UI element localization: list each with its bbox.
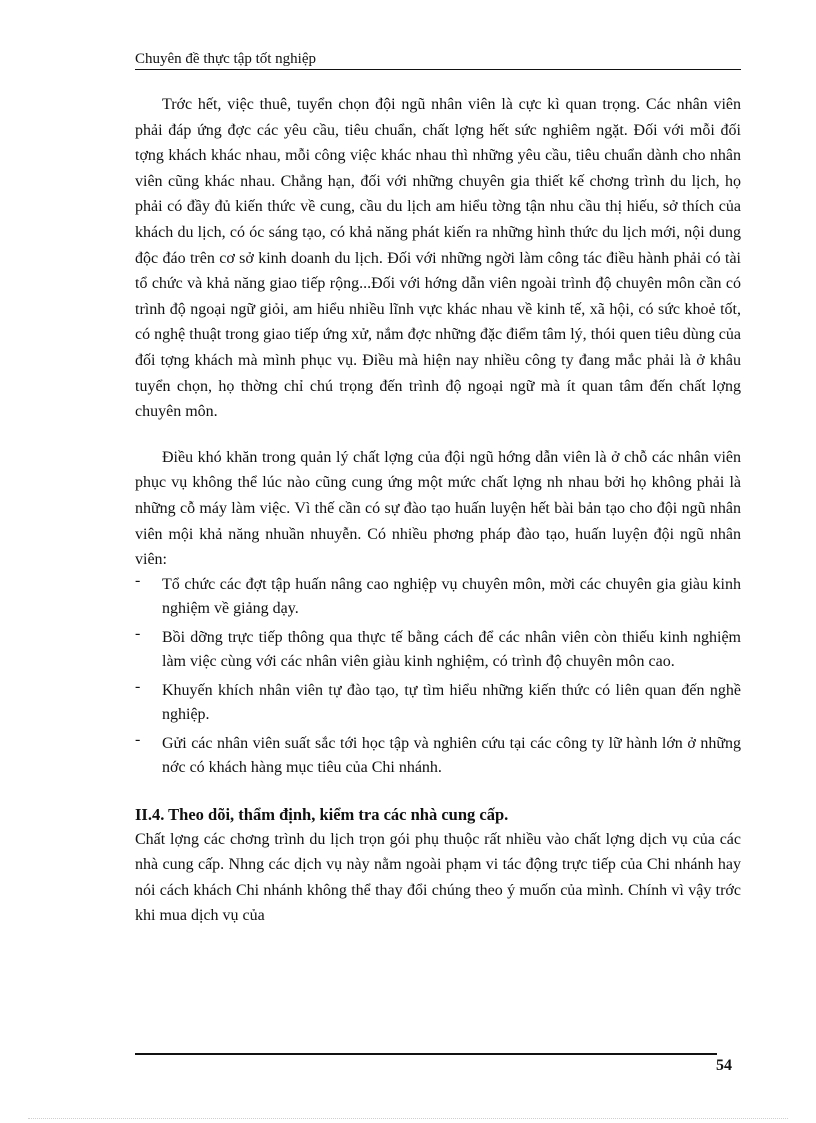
paragraph-supplier-quality: Chất lợng các chơng trình du lịch trọn gói phụ thuộc rất nhiều vào chất lợng dịch vụ của các nhà cung cấp. Nhng các dịch vụ này nằm ngoài phạm vi tác động trực tiếp của Chi nhánh hay nói cách khách Chi nhánh không thể thay đổi chúng theo ý muốn của mình. Chính vì vậy trớc khi mua dịch vụ của xyxy=(135,830,741,925)
bullet-dash-icon: - xyxy=(135,571,141,589)
running-header: Chuyên đề thực tập tốt nghiệp xyxy=(135,50,741,70)
list-item xyxy=(135,732,741,781)
list-item xyxy=(135,573,741,622)
bullet-dash-icon: - xyxy=(135,624,141,642)
list-item xyxy=(135,626,741,675)
training-methods-list xyxy=(135,573,741,781)
list-item-text: Khuyến khích nhân viên tự đào tạo, tự tìm hiểu những kiến thức có liên quan đến nghề nghiệp. xyxy=(162,681,741,724)
list-item-text: Bồi dỡng trực tiếp thông qua thực tế bằng cách để các nhân viên còn thiếu kinh nghiệm làm việc cùng với các nhân viên giàu kinh nghiệm, có trình độ chuyên môn cao. xyxy=(162,628,741,671)
list-item-text: Tổ chức các đợt tập huấn nâng cao nghiệp vụ chuyên môn, mời các chuyên gia giàu kinh nghiệm về giảng dạy. xyxy=(162,575,741,618)
footer-divider xyxy=(135,1053,717,1055)
paragraph-spacer xyxy=(135,425,741,445)
paragraph-training-difficulty: Điều khó khăn trong quản lý chất lợng của đội ngũ hớng dẫn viên là ở chỗ các nhân viên phục vụ không thể lúc nào cũng cung ứng một mức chất lợng nh nhau bởi họ không phải là những cỗ máy làm việc. Vì thế cần có sự đào tạo huấn luyện hết bài bản tạo cho đội ngũ nhân viên mội khả năng nhuần nhuyễn. Có nhiều phơng pháp đào tạo, huấn luyện đội ngũ nhân viên: xyxy=(135,448,741,569)
section-heading: II.4. Theo dõi, thẩm định, kiểm tra các nhà cung cấp. xyxy=(135,804,509,824)
paragraph-staff-selection: Trớc hết, việc thuê, tuyển chọn đội ngũ nhân viên là cực kì quan trọng. Các nhân viên phải đáp ứng đợc các yêu cầu, tiêu chuẩn, chất lợng hết sức nghiêm ngặt. Đối với mỗi đối tợng khách khác nhau, mỗi công việc khác nhau thì những yêu cầu, tiêu chuẩn dành cho nhân viên cũng khác nhau. Chẳng hạn, đối với những chuyên gia thiết kế chơng trình du lịch, họ phải có đầy đủ kiến thức về cung, cầu du lịch am hiểu tờng tận nhu cầu thị hiếu, sở thích của khách du lịch, có óc sáng tạo, có khả năng phát kiến ra những hình thức du lịch mới, nội dung độc đáo trên cơ sở kinh doanh du lịch. Đối với những ngời làm công tác điều hành phải có tài tổ chức và khả năng giao tiếp rộng...Đối với hớng dẫn viên ngoài trình độ chuyên môn cần có trình độ ngoại ngữ giỏi, am hiểu nhiều lĩnh vực khác nhau về kinh tế, xã hội, có sức khoẻ tốt, có nghệ thuật trong giao tiếp ứng xử, nắm đợc những đặc điểm tâm lý, thói quen tiêu dùng của đối tợng khách mà mình phục vụ. Điều mà hiện nay nhiều công ty đang mắc phải là ở khâu tuyển chọn, họ thờng chỉ chú trọng đến trình độ ngoại ngữ mà ít quan tâm đến chất lợng chuyên môn. xyxy=(135,96,741,421)
page-content xyxy=(135,92,741,929)
list-item-text: Gửi các nhân viên suất sắc tới học tập và nghiên cứu tại các công ty lữ hành lớn ở những nớc có khách hàng mục tiêu của Chi nhánh. xyxy=(162,734,741,777)
list-item xyxy=(135,679,741,728)
bullet-dash-icon: - xyxy=(135,730,141,748)
page-edge-divider xyxy=(28,1118,788,1119)
page-number: 54 xyxy=(716,1057,732,1074)
bullet-dash-icon: - xyxy=(135,677,141,695)
